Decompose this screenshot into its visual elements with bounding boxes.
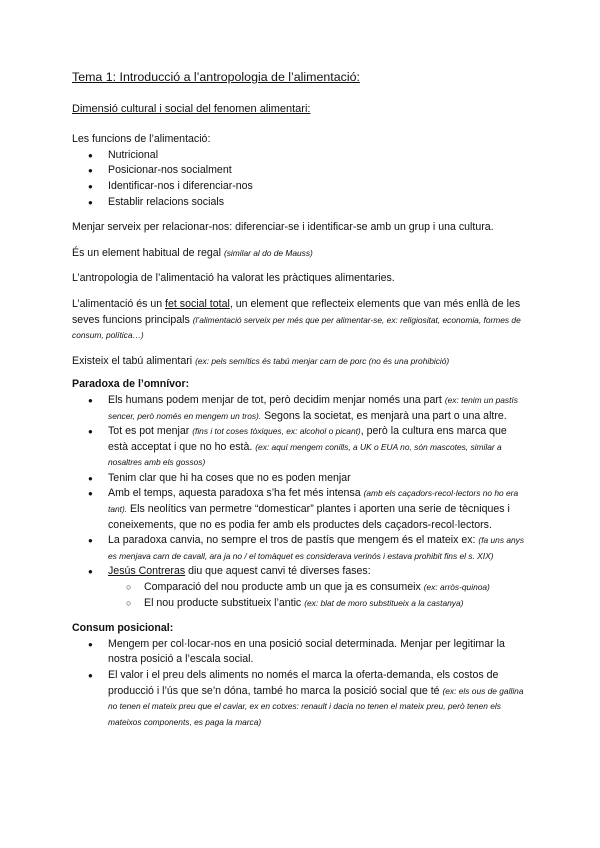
heading-consum: Consum posicional: [72,622,174,635]
item-text: Tot es pot menjar [108,425,193,438]
item-note: (fins i tot coses tòxiques, ex: alcohol o picant) [192,426,361,437]
list-item: ● Establir relacions socials [72,195,528,211]
list-item: ● Identificar-nos i diferenciar-nos [72,179,528,195]
list-item [72,564,528,611]
list-item: ● Mengem per col·locar-nos en una posició social determinada. Menjar per legitimar la nostra posició a l’escala social. [72,637,528,668]
item-text: , però la cultura ens marca que està acceptat i que no ho està. [108,425,507,453]
list-item: ● Tenim clar que hi ha coses que no es poden menjar [72,471,528,487]
item-note: (ex: tenim un pastís sencer, però només en mengem un tros). [108,394,518,421]
page-title: Tema 1: Introducció a l’antropologia de l’alimentació: [72,70,360,84]
list-item [72,486,528,533]
paragraph-antropologia: L’antropologia de l’alimentació ha valorat les pràctiques alimentaries. [72,272,395,285]
item-text: Comparació del nou producte amb un que ja es consumeix [144,581,424,594]
item-note: (amb els caçadors-recol·lectors no ho era tant). [108,488,519,515]
item-text: Els neolítics van permetre “domesticar” plantes i aporten una serie de tècniques i coneixements, que no es podia fer amb els productes dels caçadors-recol·lectors. [108,503,510,531]
phases-list [108,580,528,611]
paragraph-relacionar: Menjar serveix per relacionar-nos: diferenciar-se i identificar-se amb un grup i una cultura. [72,221,494,234]
list-item [72,533,528,564]
paragraph-note: (ex: pels semítics és tabú menjar carn de porc (no és una prohibició) [195,355,450,366]
paragraph-text: , un element que reflecteix elements que van més enllà de les seves funcions principals [72,297,521,326]
list-item [72,424,528,471]
paragraph-text: Existeix el tabú alimentari [72,354,196,367]
item-note: (fa uns anys es menjava carn de cavall, ara ja no / el tomàquet es considerava verinós i estava prohibit fins el s. XIX) [108,535,525,561]
item-note: (ex: arròs-quinoa) [423,582,490,593]
underlined-term: fet social total [165,297,230,310]
item-text: Segons la societat, es menjarà una part o una altre. [261,409,507,422]
list-item: ● Nutricional [72,148,528,164]
paragraph-regal [72,246,528,262]
paragraph-fet-social [72,297,528,344]
paradoxa-list [72,393,528,611]
item-note: (ex: blat de moro substitueix a la castanya) [304,597,464,608]
paragraph-note: (l’alimentació serveix per més que per alimentar-se, ex: religiositat, economia, formes de consum, política…) [72,314,521,341]
paragraph-note: (similar al do de Mauss) [223,247,313,258]
consum-list [72,637,528,731]
item-note: (ex: aquí mengem conills, a UK o EUA no, són mascotes, similar a nosaltres amb els gossos) [108,441,502,468]
paragraph-text: L’alimentació és un [72,297,166,310]
document-page [72,70,528,730]
section-subtitle: Dimensió cultural i social del fenomen alimentari: [72,102,311,115]
list-item [108,580,528,596]
item-text: El valor i el preu dels aliments no només el marca la oferta-demanda, els costos de producció i l’ús que se’n dóna, també ho marca la posició social que té [108,669,499,697]
list-item [72,668,528,730]
paragraph-tabu [72,354,528,370]
author-name: Jesús Contreras [108,565,186,578]
functions-list [72,148,528,210]
item-note: (ex: els ous de gallina no tenen el mateix preu que el caviar, ex en cotxes: renault i dacia no tenen el mateix preu, però tenen els mateixos components, es paga la marca) [108,685,524,727]
item-text: Els humans podem menjar de tot, però decidim menjar només una part [108,393,445,406]
item-text: El nou producte substitueix l’antic [144,596,305,609]
list-item: ● Posicionar-nos socialment [72,163,528,179]
list-item [72,393,528,424]
item-text: diu que aquest canvi té diverses fases: [185,565,371,578]
list-item [108,596,528,612]
functions-intro: Les funcions de l’alimentació: [72,133,211,146]
heading-paradoxa: Paradoxa de l’omnívor: [72,378,190,391]
paragraph-text: És un element habitual de regal [72,246,224,259]
item-text: Amb el temps, aquesta paradoxa s’ha fet més intensa [108,487,364,500]
item-text: La paradoxa canvia, no sempre el tros de pastís que mengem és el mateix ex: [108,534,479,547]
